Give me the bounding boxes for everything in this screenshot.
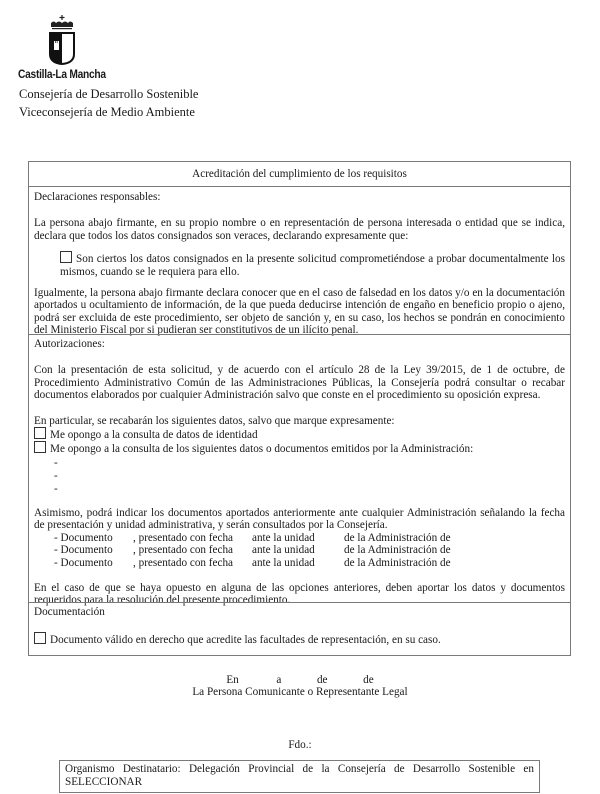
unit-label: ante la unidad	[252, 531, 315, 544]
place-label: En	[226, 674, 239, 686]
destination-select[interactable]: SELECCIONAR	[65, 775, 143, 788]
oppose-identity-checkbox[interactable]	[34, 427, 46, 439]
oppose-documents-option	[34, 441, 565, 455]
documentation-section	[29, 606, 570, 647]
administration-label: de la Administración de	[344, 544, 451, 557]
year-label: de	[363, 674, 374, 686]
truthfulness-declaration	[34, 251, 565, 278]
dash-item: -	[54, 469, 58, 482]
oppose-documents-checkbox[interactable]	[34, 441, 46, 453]
coat-of-arms-icon	[47, 14, 77, 66]
authorizations-heading: Autorizaciones:	[34, 338, 105, 350]
date-label: , presentado con fecha	[133, 556, 234, 569]
documentation-heading: Documentación	[34, 606, 105, 618]
dash-item: -	[54, 456, 58, 469]
representation-document-label: Documento válido en derecho que acredite las facultades de representación, en su caso.	[50, 634, 441, 647]
organization-line-2: Viceconsejería de Medio Ambiente	[19, 105, 195, 119]
signer-role: La Persona Comunicante o Representante Legal	[192, 686, 408, 698]
document-label: - Documento	[54, 544, 113, 557]
oppose-documents-label: Me opongo a la consulta de los siguientes datos o documentos emitidos por la Administración:	[50, 443, 474, 456]
opposition-closing-text: En el caso de que se haya opuesto en alguna de las opciones anteriores, deben aportar los datos y documentos requeridos para la resolución del presente procedimiento.	[34, 581, 565, 607]
unit-label: ante la unidad	[252, 544, 315, 557]
authorizations-intro: Con la presentación de esta solicitud, y de acuerdo con el artículo 28 de la Ley 39/2015, de 1 de octubre, de Procedimiento Administrativo Común de las Administraciones Públicas, la Consejería podrá consultar o recabar documentos elaborados por cualquier Administración salvo que conste en el procedimiento su oposición expresa.	[34, 364, 565, 402]
date-label: , presentado con fecha	[133, 531, 234, 544]
day-label: a	[276, 674, 282, 686]
previous-documents-list	[34, 532, 565, 570]
requirements-form	[28, 161, 571, 656]
previous-documents-text: Asimismo, podrá indicar los documentos aportados anteriormente ante cualquier Administración señalando la fecha de presentación y unidad administrativa, y serán consultados por la Consejería.	[34, 506, 565, 532]
destination-label: Organismo Destinatario: Delegación Provincial de la Consejería de Desarrollo Sostenible en	[65, 763, 534, 775]
particular-text: En particular, se recabarán los siguientes datos, salvo que marque expresamente:	[34, 414, 395, 427]
section-divider	[29, 334, 570, 335]
falsity-warning: Igualmente, la persona abajo firmante declara conocer que en el caso de falsedad en los datos y/o en la documentación aportados u ocultamiento de información, de la que pueda deducirse intención de engaño en beneficio propio o ajeno, podrá ser excluida de este procedimiento, ser objeto de sanción y, en su caso, los hechos se pondrán en conocimiento del Ministerio Fiscal por si pudieran ser constitutivos de un ilícito penal.	[34, 287, 565, 337]
authorizations-section	[29, 338, 570, 606]
organization-line-1: Consejería de Desarrollo Sostenible	[19, 87, 199, 101]
form-title: Acreditación del cumplimiento de los requisitos	[29, 162, 570, 187]
representation-document-option	[34, 632, 565, 646]
destination-box	[59, 760, 540, 793]
administration-label: de la Administración de	[344, 531, 451, 544]
unit-label: ante la unidad	[252, 556, 315, 569]
truthfulness-checkbox-label: Son ciertos los datos consignados en la presente solicitud comprometiéndose a probar documentalmente los mismos, cuando se le requiera para ello.	[60, 253, 565, 278]
declarations-intro: La persona abajo firmante, en su propio nombre o en representación de persona interesada o entidad que se indica, declara que todos los datos consignados son veraces, declarando expresamente que:	[34, 217, 565, 242]
declarations-section	[29, 191, 570, 337]
date-label: , presentado con fecha	[133, 544, 234, 557]
place-date-line	[0, 674, 600, 686]
signed-by-label: Fdo.:	[288, 739, 312, 751]
dash-item: -	[54, 482, 58, 495]
administration-label: de la Administración de	[344, 556, 451, 569]
document-label: - Documento	[54, 531, 113, 544]
document-label: - Documento	[54, 556, 113, 569]
representation-document-checkbox[interactable]	[34, 632, 46, 644]
truthfulness-checkbox[interactable]	[60, 251, 72, 263]
brand-name: Castilla-La Mancha	[18, 67, 106, 81]
dash-list	[34, 456, 565, 495]
section-divider	[29, 602, 570, 603]
oppose-identity-option	[34, 427, 565, 441]
month-label: de	[316, 674, 328, 686]
oppose-identity-label: Me opongo a la consulta de datos de identidad	[50, 429, 258, 442]
declarations-heading: Declaraciones responsables:	[34, 191, 161, 203]
